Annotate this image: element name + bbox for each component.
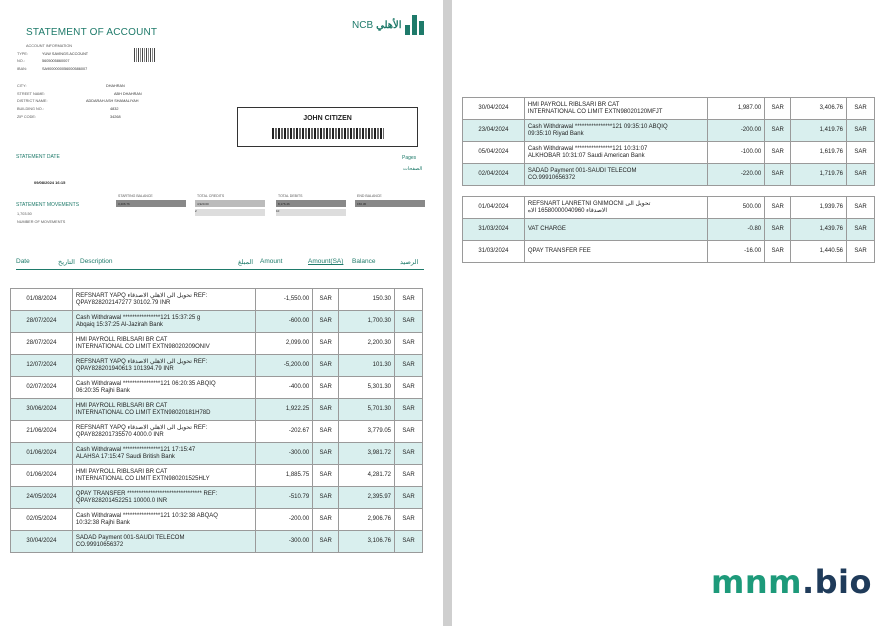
watermark-part1: mnm — [711, 563, 802, 601]
row-description-line2: QPAY828201452251 10000.0 INR — [75, 497, 168, 504]
table-row — [11, 377, 423, 399]
row-balance-currency: SAR — [395, 377, 423, 399]
row-date: 24/05/2024 — [11, 487, 73, 509]
row-amount: -200.00 — [708, 120, 765, 142]
row-amount: 2,099.00 — [256, 333, 313, 355]
row-description-line1: QPAY TRANSFER FEE — [527, 248, 591, 254]
table-row — [11, 311, 423, 333]
movements-sub1: 1,703.50 — [17, 212, 32, 216]
building-value: 4832 — [110, 107, 119, 111]
row-balance: 1,939.76 — [791, 197, 847, 219]
type-label: TYPE: — [17, 52, 28, 56]
credits-count-box — [195, 209, 265, 216]
total-debits-box — [276, 200, 346, 207]
no-value: 5605005860007 — [42, 59, 70, 63]
row-description-line2: QPAY828202147277 30102.79 INR — [75, 299, 171, 306]
row-date: 01/06/2024 — [11, 465, 73, 487]
row-description-line2: INTERNATIONAL CO LIMIT EXTN98020209ONIV — [75, 343, 210, 350]
ncb-logo-icon — [405, 15, 427, 35]
pages-label: Pages — [402, 155, 417, 161]
row-amount-currency: SAR — [765, 120, 791, 142]
row-balance-currency: SAR — [847, 98, 875, 120]
total-debits-label: TOTAL DEBITS — [278, 194, 303, 198]
debits-count-box — [276, 209, 346, 216]
row-amount-currency: SAR — [765, 98, 791, 120]
row-date: 30/04/2024 — [11, 531, 73, 553]
row-balance: 5,701.30 — [339, 399, 395, 421]
row-amount-currency: SAR — [313, 289, 339, 311]
row-balance: 150.30 — [339, 289, 395, 311]
starting-balance-box — [116, 200, 186, 207]
pages-label-arabic: الصفحات — [403, 166, 423, 172]
watermark-logo — [711, 563, 872, 601]
row-amount-currency: SAR — [313, 311, 339, 333]
row-balance: 3,406.76 — [791, 98, 847, 120]
row-balance: 1,719.76 — [791, 164, 847, 186]
district-value: ADDARAH ASH SHAMALIYAH — [86, 99, 139, 103]
table-row — [463, 219, 875, 241]
header-date: Date — [16, 258, 30, 265]
row-description-line1: VAT CHARGE — [527, 226, 566, 232]
row-description — [524, 142, 707, 164]
row-date: 28/07/2024 — [11, 311, 73, 333]
row-description-line2: INTERNATIONAL CO LIMIT EXTN98020181H78D — [75, 409, 211, 416]
row-description — [524, 98, 707, 120]
row-description — [524, 120, 707, 142]
row-amount: 1,987.00 — [708, 98, 765, 120]
row-date: 31/03/2024 — [463, 219, 525, 241]
total-credits-box — [195, 200, 265, 207]
table-row — [11, 487, 423, 509]
building-label: BUILDING NO.: — [17, 107, 44, 111]
row-date: 01/06/2024 — [11, 443, 73, 465]
row-balance: 101.30 — [339, 355, 395, 377]
row-description — [72, 399, 255, 421]
statement-date-label: STATEMENT DATE — [16, 154, 60, 160]
account-info-heading: ACCOUNT INFORMATION — [26, 44, 73, 48]
table-row — [11, 289, 423, 311]
row-description-line1: Cash Withdrawal ****************121 17:15:47 — [75, 446, 196, 453]
row-date: 01/04/2024 — [463, 197, 525, 219]
iban-label: IBAN: — [17, 67, 27, 71]
bank-logo — [352, 15, 427, 35]
header-amount-ar: المبلغ — [238, 259, 254, 266]
row-balance-currency: SAR — [395, 355, 423, 377]
statement-page-1 — [0, 0, 443, 626]
row-description — [72, 289, 255, 311]
row-description-line2: 06:20:35 Rajhi Bank — [75, 387, 130, 394]
row-balance: 2,906.76 — [339, 509, 395, 531]
row-balance-currency: SAR — [847, 142, 875, 164]
row-balance-currency: SAR — [847, 197, 875, 219]
end-balance-label: END BALANCE — [357, 194, 382, 198]
table-row — [463, 98, 875, 120]
row-description-line1: Cash Withdrawal ****************121 09:35:10 ABQIQ — [527, 123, 668, 130]
watermark-part2: .bio — [801, 563, 872, 601]
end-balance-box — [355, 200, 425, 207]
row-balance: 1,700.30 — [339, 311, 395, 333]
row-description-line1: Cash Withdrawal ****************121 06:20:35 ABQIQ — [75, 380, 216, 387]
total-credits-label: TOTAL CREDITS — [197, 194, 225, 198]
row-balance-currency: SAR — [395, 443, 423, 465]
row-description-line2: Abqaiq 15:37:25 Al-Jazirah Bank — [75, 321, 163, 328]
table-row — [463, 164, 875, 186]
row-amount: -202.67 — [256, 421, 313, 443]
row-amount: -0.80 — [708, 219, 765, 241]
row-description — [72, 509, 255, 531]
row-balance: 1,419.76 — [791, 120, 847, 142]
credits-count: 2 — [195, 209, 197, 213]
statement-date-value: 09/08/2024 16:15 — [34, 180, 66, 185]
table-row — [463, 197, 875, 219]
column-header-row — [16, 257, 424, 270]
logo-arabic: الأهلي — [376, 19, 402, 31]
row-description-line1: HMI PAYROLL RIBLSARI BR CAT — [75, 468, 168, 475]
row-amount-currency: SAR — [313, 399, 339, 421]
row-description-line1: REFSNART LANRETNI GNIMOCNI تحويل الى — [527, 200, 651, 207]
table-row — [463, 142, 875, 164]
row-date: 12/07/2024 — [11, 355, 73, 377]
table-row — [11, 465, 423, 487]
street-label: STREET NAME: — [17, 92, 45, 96]
row-date: 21/06/2024 — [11, 421, 73, 443]
row-description-line1: REFSNART YAPQ تحويل الى الاهلي الاصدقاء REF: — [75, 358, 208, 365]
row-description-line2: CO.99910656372 — [75, 541, 124, 548]
zip-value: 34268 — [110, 115, 121, 119]
row-amount: 500.00 — [708, 197, 765, 219]
no-label: NO.: — [17, 59, 25, 63]
transactions-table — [10, 288, 423, 553]
table-row — [11, 355, 423, 377]
debits-count: 10 — [276, 209, 280, 213]
row-description-line1: Cash Withdrawal ****************121 10:31:07 — [527, 145, 648, 152]
table-row — [11, 421, 423, 443]
row-amount-currency: SAR — [313, 509, 339, 531]
row-date: 30/04/2024 — [463, 98, 525, 120]
row-description-line2: ALAHSA 17:15:47 Saudi British Bank — [75, 453, 175, 460]
row-balance: 2,395.97 — [339, 487, 395, 509]
table-row — [11, 443, 423, 465]
row-amount: 1,922.25 — [256, 399, 313, 421]
table-row — [11, 399, 423, 421]
row-description — [72, 421, 255, 443]
row-description-line1: HMI PAYROLL RIBLSARI BR CAT — [75, 402, 168, 409]
row-description-line2: QPAY828201735570 4000.0 INR — [75, 431, 164, 438]
row-description-line1: Cash Withdrawal ****************121 10:32:38 ABQAQ — [75, 512, 218, 519]
row-amount: -5,200.00 — [256, 355, 313, 377]
table-row — [11, 333, 423, 355]
row-description-line2: QPAY828201940613 101394.79 INR — [75, 365, 174, 372]
row-amount-currency: SAR — [765, 142, 791, 164]
row-amount-currency: SAR — [765, 241, 791, 263]
row-amount-currency: SAR — [313, 487, 339, 509]
row-amount: -16.00 — [708, 241, 765, 263]
header-amount-sar: Amount(SA) — [308, 258, 344, 265]
account-barcode-icon — [134, 48, 156, 62]
row-balance-currency: SAR — [395, 289, 423, 311]
row-description-line1: SADAD Payment 001-SAUDI TELECOM — [527, 167, 637, 174]
row-description — [72, 355, 255, 377]
row-amount-currency: SAR — [313, 355, 339, 377]
row-balance-currency: SAR — [395, 421, 423, 443]
movements-label: STATEMENT MOVEMENTS — [16, 202, 80, 208]
row-description-line2: الاصدقاء 16580000040960 الاه — [527, 207, 608, 214]
row-balance-currency: SAR — [395, 509, 423, 531]
row-description-line1: REFSNART YAPQ تحويل الى الاهلي الاصدقاء REF: — [75, 292, 208, 299]
row-amount-currency: SAR — [313, 333, 339, 355]
type-value: YUW SAVINGS ACCOUNT — [42, 52, 89, 56]
row-balance-currency: SAR — [847, 164, 875, 186]
row-description — [72, 443, 255, 465]
row-description — [72, 531, 255, 553]
statement-title: STATEMENT OF ACCOUNT — [26, 27, 158, 38]
row-description — [72, 377, 255, 399]
starting-balance-value: 3,406.76 — [118, 202, 130, 206]
row-amount-currency: SAR — [313, 465, 339, 487]
table-row — [463, 120, 875, 142]
row-description-line1: HMI PAYROLL RIBLSARI BR CAT — [75, 336, 168, 343]
row-amount: -200.00 — [256, 509, 313, 531]
row-description-line2: ALKHOBAR 10:31:07 Saudi American Bank — [527, 152, 645, 159]
row-balance: 3,106.76 — [339, 531, 395, 553]
row-amount: 1,885.75 — [256, 465, 313, 487]
row-amount: -300.00 — [256, 531, 313, 553]
district-label: DISTRICT NAME: — [17, 99, 48, 103]
row-amount: -300.00 — [256, 443, 313, 465]
row-balance-currency: SAR — [395, 465, 423, 487]
page-divider — [443, 0, 452, 626]
header-description: Description — [80, 258, 113, 265]
movements-sub2: NUMBER OF MOVEMENTS — [17, 220, 66, 224]
row-amount-currency: SAR — [765, 219, 791, 241]
transactions-table-continued — [462, 97, 875, 186]
row-date: 23/04/2024 — [463, 120, 525, 142]
statement-page-2 — [452, 0, 893, 626]
row-balance-currency: SAR — [847, 241, 875, 263]
row-description — [72, 333, 255, 355]
starting-balance-label: STARTING BALANCE — [118, 194, 153, 198]
row-description-line1: REFSNART YAPQ تحويل الى الاهلي الاصدقاء REF: — [75, 424, 208, 431]
header-amount: Amount — [260, 258, 283, 265]
header-date-ar: التاريخ — [58, 259, 75, 266]
row-amount-currency: SAR — [313, 531, 339, 553]
row-balance: 3,779.05 — [339, 421, 395, 443]
row-description-line1: SADAD Payment 001-SAUDI TELECOM — [75, 534, 185, 541]
row-amount-currency: SAR — [765, 164, 791, 186]
row-description — [524, 164, 707, 186]
row-description-line2: CO.99910656372 — [527, 174, 576, 181]
row-amount: -400.00 — [256, 377, 313, 399]
logo-latin: NCB — [352, 19, 374, 31]
row-description-line2: INTERNATIONAL CO LIMIT EXTN98020120MFJT — [527, 108, 663, 115]
row-description-line2: 09:35:10 Riyad Bank — [527, 130, 584, 137]
row-date: 02/05/2024 — [11, 509, 73, 531]
row-description — [72, 487, 255, 509]
transactions-table-continued-2 — [462, 196, 875, 263]
row-balance-currency: SAR — [847, 120, 875, 142]
table-row — [463, 241, 875, 263]
customer-barcode-icon — [272, 128, 384, 139]
row-amount-currency: SAR — [313, 377, 339, 399]
row-amount-currency: SAR — [313, 421, 339, 443]
row-date: 02/07/2024 — [11, 377, 73, 399]
table-row — [11, 509, 423, 531]
row-description-line1: QPAY TRANSFER ******************************** REF: — [75, 490, 218, 497]
row-description — [524, 219, 707, 241]
row-balance-currency: SAR — [395, 531, 423, 553]
row-balance: 2,200.30 — [339, 333, 395, 355]
row-date: 28/07/2024 — [11, 333, 73, 355]
row-balance-currency: SAR — [395, 333, 423, 355]
row-amount-currency: SAR — [313, 443, 339, 465]
row-amount: -510.79 — [256, 487, 313, 509]
row-description — [524, 197, 707, 219]
row-balance: 4,281.72 — [339, 465, 395, 487]
total-credits-value: 4,920.00 — [197, 202, 209, 206]
row-description-line2: 10:32:38 Rajhi Bank — [75, 519, 130, 526]
row-balance-currency: SAR — [847, 219, 875, 241]
row-date: 30/06/2024 — [11, 399, 73, 421]
row-description-line2: INTERNATIONAL CO LIMIT EXTN980201525HLY — [75, 475, 210, 482]
street-value: ABH DHAHRAN — [114, 92, 142, 96]
row-description — [72, 311, 255, 333]
total-debits-value: 8,176.46 — [278, 202, 290, 206]
row-description-line1: HMI PAYROLL RIBLSARI BR CAT — [527, 101, 620, 108]
table-row — [11, 531, 423, 553]
row-balance-currency: SAR — [395, 487, 423, 509]
row-amount: -100.00 — [708, 142, 765, 164]
row-date: 05/04/2024 — [463, 142, 525, 164]
row-balance-currency: SAR — [395, 399, 423, 421]
row-description-line1: Cash Withdrawal ****************121 15:37:25 g — [75, 314, 201, 321]
row-amount: -1,550.00 — [256, 289, 313, 311]
row-date: 02/04/2024 — [463, 164, 525, 186]
row-date: 01/08/2024 — [11, 289, 73, 311]
row-amount: -600.00 — [256, 311, 313, 333]
end-balance-value: 150.30 — [357, 202, 367, 206]
row-amount: -220.00 — [708, 164, 765, 186]
row-description — [72, 465, 255, 487]
customer-name: JOHN CITIZEN — [303, 115, 352, 122]
customer-box — [237, 107, 418, 147]
row-balance-currency: SAR — [395, 311, 423, 333]
row-balance: 1,439.76 — [791, 219, 847, 241]
row-balance: 1,440.56 — [791, 241, 847, 263]
city-value: DHAHRAN — [106, 84, 125, 88]
row-balance: 3,981.72 — [339, 443, 395, 465]
header-balance: Balance — [352, 258, 376, 265]
iban-value: SA9000000056000586007 — [42, 67, 88, 71]
row-amount-currency: SAR — [765, 197, 791, 219]
row-balance: 1,619.76 — [791, 142, 847, 164]
row-date: 31/03/2024 — [463, 241, 525, 263]
zip-label: ZIP CODE: — [17, 115, 36, 119]
row-balance: 5,301.30 — [339, 377, 395, 399]
row-description — [524, 241, 707, 263]
city-label: CITY: — [17, 84, 27, 88]
header-balance-ar: الرصيد — [400, 259, 419, 266]
